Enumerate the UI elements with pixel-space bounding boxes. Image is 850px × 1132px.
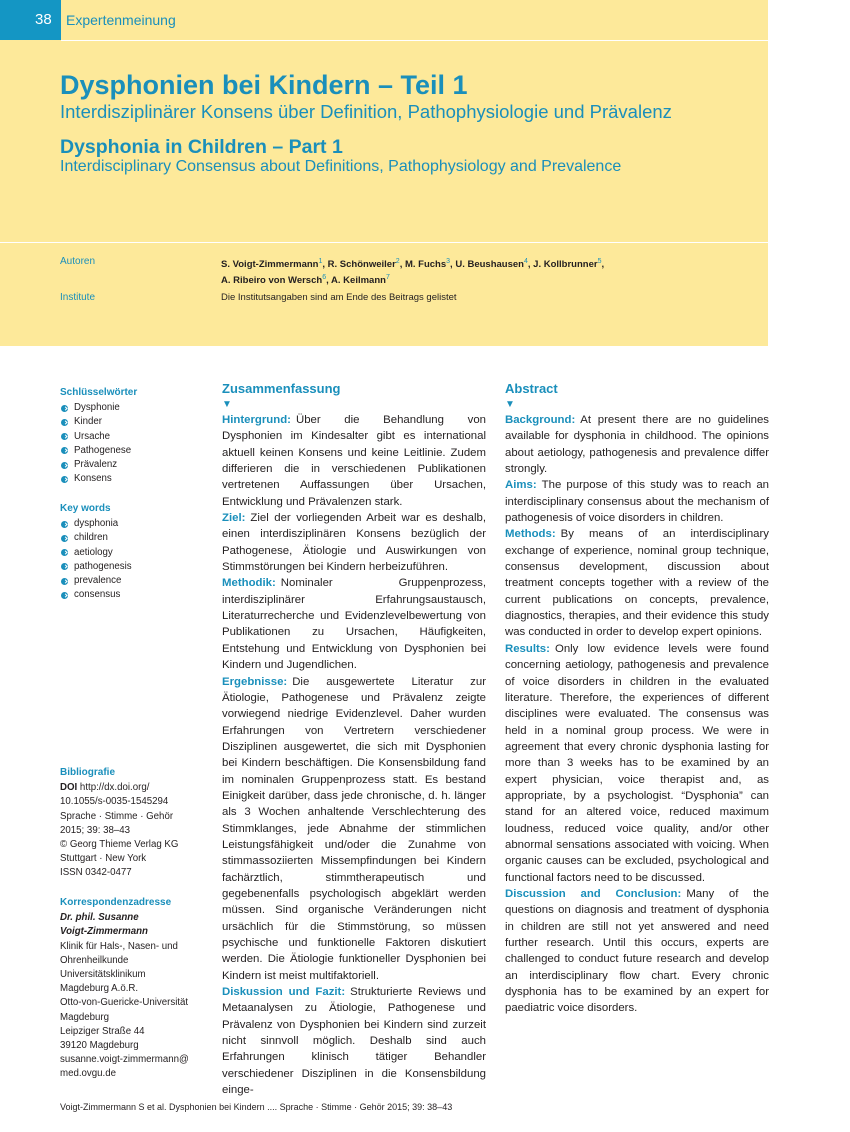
bibliography-text [60, 781, 210, 880]
author-name: S. Voigt-Zimmermann [221, 259, 319, 271]
section-lead-label: Ziel: [222, 512, 246, 525]
doi-label: DOI [60, 782, 78, 794]
author-affiliation-number: 6 [322, 273, 327, 281]
author-affiliation-number: 4 [523, 258, 528, 265]
keyword-item: children [60, 531, 210, 545]
keywords-de-block [60, 386, 210, 486]
author-name: J. Kollbrunner [533, 259, 598, 271]
keyword-item: Pathogenese [60, 444, 210, 458]
keyword-item: Ursache [60, 430, 210, 444]
section-lead-label: Background: [505, 414, 576, 426]
section-text: Strukturierte Reviews und Metaanalysen zu Ätiologie, Pathogenese und Prävalenz von Dysphonien bei Kindern sind zurzeit nicht sinnvoll möglich. Deshalb sind auch Erfahrungen klinisch tätiger Behandler verschiedener Disziplinen in die Konsensbildung einge- [222, 986, 486, 1097]
institutes-label: Institute [60, 292, 96, 303]
keyword-item: Prävalenz [60, 458, 210, 472]
section-label: Expertenmeinung [66, 12, 176, 28]
author-name: M. Fuchs [404, 259, 447, 271]
keyword-item: Kinder [60, 415, 210, 429]
keyword-item: pathogenesis [60, 560, 210, 574]
divider [0, 242, 768, 243]
abstract-column [505, 381, 769, 1017]
bibliography-block [60, 766, 210, 881]
author-name: U. Beushausen [455, 259, 524, 271]
bibliography-details: http://dx.doi.org/ 10.1055/s-0035-1545294 Sprache · Stimme · Gehör 2015; 39: 38–43 © Georg Thieme Verlag KG Stuttgart · New York ISSN 0342-0477 [60, 782, 179, 879]
abstract-paragraph [505, 641, 769, 886]
section-text: Nominaler Gruppenprozess, interdisziplinärer Erfahrungsaustausch, Literaturrecherche und Evidenzlevelbewertung von Publikationen zu Ursachen, Häufigkeiten, Entstehung und Entwicklung von Dysphonien bei Kindern und Jugendlichen. [222, 577, 486, 672]
author-name: A. Ribeiro von Wersch [221, 274, 323, 286]
section-text: Only low evidence levels were found concerning aetiology, pathogenesis and prevalence of voice disorders in children in the evaluated literature. Therefore, the experiences of different disciplines were evaluated. The consensus was held in a nominal group process. We were in agreement that every chronic dysphonia lasting for more than 3 weeks has to be examined by an expert physician, voice therapist and, as appropriate, by a psychologist. “Dysphonia” can stand for an altered voice, reduced maximum loudness, reduced voice quality, and/or other abnormal sensations associated with voicing. When organic causes can be excluded, psychological and functional factors need to be discussed. [505, 642, 769, 884]
zusammenfassung-column [222, 381, 486, 1098]
article-title-en: Dysphonia in Children – Part 1 [60, 136, 343, 158]
section-text: Many of the questions on diagnosis and treatment of dysphonia in children are still not yet answered and need further research. Until this occurs, experts are challenged to conduct future research and develop an interdisciplinary flow chart. Every chronic dysphonia has to be examined by an expert for paediatric voice disorders. [505, 887, 769, 1015]
section-text: Die ausgewertete Literatur zur Ätiologie, Pathogenese und Prävalenz zeigte vorwiegend niedrige Evidenzlevel. Daher wurden Erfahrungen von Vertretern verschiedener Disziplinen ausgewertet, die sich mit Dysphonien bei Kindern beschäftigen. Die Konsensbildung fand im nominalen Gruppenprozess statt. Es bestand Einigkeit darüber, dass jede chronische, d. h. länger als 3 Wochen anhaltende Verschlechterung des Stimmklanges, jede Abnahme der stimmlichen Leistungsfähigkeit und/oder die Zunahme von stimmassoziierten Missempfindungen bei Kindern fachärztlich, stimmtherapeutisch und gegebenenfalls psychologisch abgeklärt werden müssen. Sind organische Veränderungen nicht ursächlich für die Stimmstörung, so müssen psychische und funktionelle Faktoren diskutiert werden. Die Ätiologie funktioneller Dysphonien bei Kindern ist meist multifaktoriell. [222, 675, 486, 982]
author-affiliation-number: 2 [395, 258, 400, 265]
section-lead-label: Hintergrund: [222, 414, 291, 426]
author-name: A. Keilmann [331, 274, 386, 286]
keyword-item: aetiology [60, 546, 210, 560]
section-text: The purpose of this study was to reach an interdisciplinary consensus about the mechanism of pathogenesis of voice disorders in children. [505, 479, 769, 525]
bibliography-heading: Bibliografie [60, 767, 116, 778]
author-affiliation-number: 3 [446, 258, 451, 265]
zusammenfassung-heading: Zusammenfassung [222, 381, 341, 396]
section-lead-label: Ergebnisse: [222, 675, 288, 688]
correspondence-name: Dr. phil. Susanne Voigt-Zimmermann [60, 912, 148, 938]
keywords-de-list [60, 401, 210, 486]
abstract-paragraph [222, 412, 486, 510]
correspondence-heading: Korrespondenzadresse [60, 897, 172, 908]
keywords-de-heading: Schlüsselwörter [60, 387, 138, 398]
section-text: Über die Behandlung von Dysphonien im Kindesalter gibt es international aktuell keinen Konsens und keine Leitlinie. Zudem differieren die in verschiedenen Publikationen vertretenen Auffassungen über Ursachen, Entwicklung und Prävalenzen stark. [222, 414, 486, 508]
section-text: At present there are no guidelines available for dysphonia in childhood. The opinions about aetiology, pathogenesis and prevalence differ strongly. [505, 414, 769, 476]
section-lead-label: Diskussion und Fazit: [222, 986, 346, 999]
keywords-en-heading: Key words [60, 503, 111, 514]
article-subtitle-en: Interdisciplinary Consensus about Definitions, Pathophysiology and Prevalence [60, 158, 622, 175]
article-title-de: Dysphonien bei Kindern – Teil 1 [60, 70, 468, 100]
abstract-paragraph [505, 526, 769, 640]
author-affiliation-number: 1 [318, 258, 323, 265]
authors-label: Autoren [60, 256, 96, 267]
page-number: 38 [0, 0, 61, 40]
triangle-marker-icon: ▼ [222, 399, 232, 410]
section-lead-label: Methods: [505, 528, 556, 541]
keywords-en-block [60, 502, 210, 602]
abstract-paragraph [222, 510, 486, 575]
footer-citation: Voigt-Zimmermann S et al. Dysphonien bei Kindern .... Sprache · Stimme · Gehör 2015; 39: 38–43 [60, 1102, 453, 1112]
keyword-item: prevalence [60, 574, 210, 588]
authors-list: S. Voigt-Zimmermann$^1$, R. Schönweiler$^2$, M. Fuchs$^3$, U. Beushausen$^4$, J. Kollbrunner$^5$, A. Ribeiro von Wersch$^6$, A. Keilmann$^7$ [221, 258, 605, 286]
abstract-paragraph [222, 674, 486, 985]
triangle-marker-icon: ▼ [505, 399, 515, 410]
abstract-paragraph [222, 984, 486, 1098]
keyword-item: dysphonia [60, 517, 210, 531]
zusammenfassung-body [222, 412, 486, 1098]
section-lead-label: Results: [505, 642, 550, 655]
keyword-item: consensus [60, 588, 210, 602]
section-text: By means of an interdisciplinary exchange of experience, nominal group technique, consensus development, discussion about treatment concepts together with a review of the current publications on concepts, prevalence, diagnostics, therapies, and their evidence this study was conducted in order to develop expert opinions. [505, 528, 769, 639]
section-lead-label: Methodik: [222, 577, 276, 590]
abstract-paragraph [222, 575, 486, 673]
keywords-en-list [60, 517, 210, 602]
keyword-item: Dysphonie [60, 401, 210, 415]
author-affiliation-number: 5 [597, 258, 602, 265]
keyword-item: Konsens [60, 472, 210, 486]
author-name: R. Schönweiler [327, 259, 396, 271]
section-lead-label: Aims: [505, 479, 537, 492]
section-text: Ziel der vorliegenden Arbeit war es deshalb, einen interdisziplinären Konsens bezüglich der Pathogenese, Ätiologie und Auswirkungen von Stimmstörungen bei Kindern herbeizuführen. [222, 512, 486, 574]
correspondence-block [60, 896, 210, 1082]
author-affiliation-number: 7 [385, 273, 390, 281]
correspondence-address: Klinik für Hals-, Nasen- und Ohrenheilkunde Universitätsklinikum Magdeburg A.ö.R. Otto-von-Guericke-Universität Magdeburg Leipziger Straße 44 39120 Magdeburg susanne.voigt-zimmermann@ med.ovgu.de [60, 940, 189, 1080]
abstract-body [505, 412, 769, 1017]
article-subtitle-de: Interdisziplinärer Konsens über Definition, Pathophysiologie und Prävalenz [60, 101, 672, 122]
abstract-paragraph [505, 412, 769, 477]
divider [61, 40, 768, 41]
abstract-paragraph [505, 886, 769, 1017]
abstract-heading: Abstract [505, 381, 558, 396]
section-lead-label: Discussion and Conclusion: [505, 887, 682, 900]
institutes-note: Die Institutsangaben sind am Ende des Beitrags gelistet [221, 292, 457, 303]
abstract-paragraph [505, 477, 769, 526]
